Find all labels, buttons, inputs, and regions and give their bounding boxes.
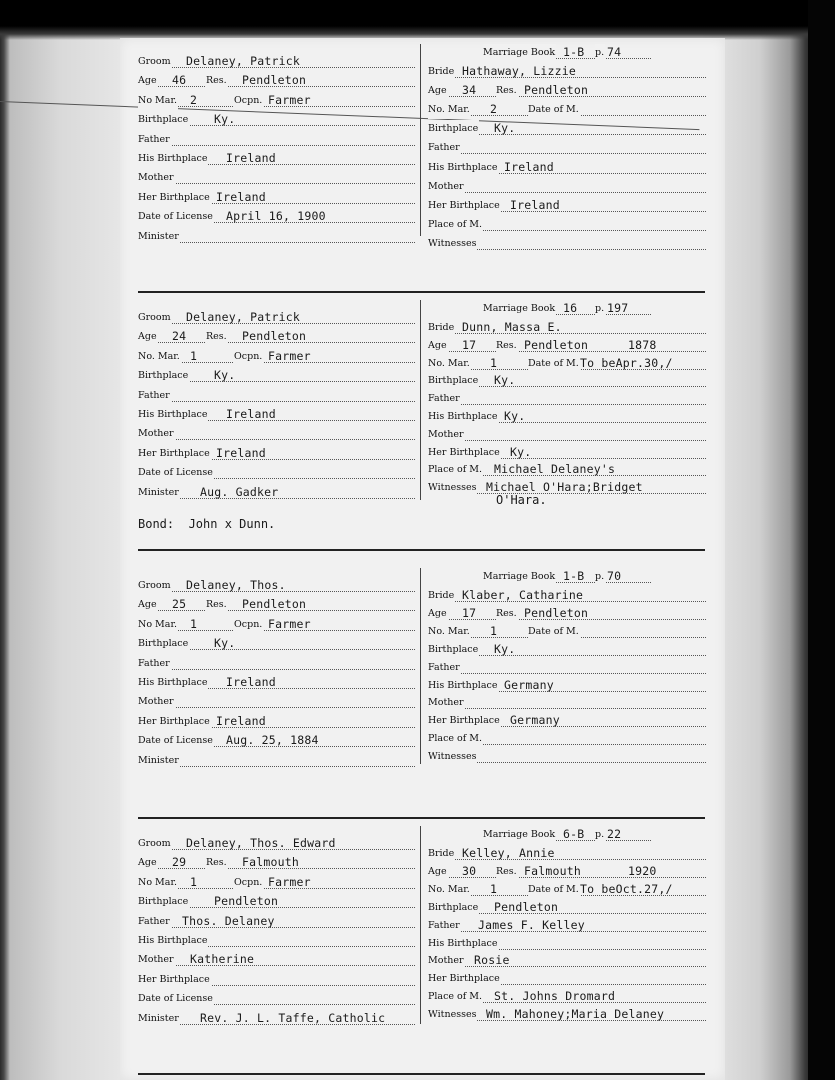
bride-mother [428,694,706,712]
field-label: Ocpn. [234,616,263,634]
groom-her-birthplace [138,971,415,989]
field-label: No. Mar. [428,101,471,119]
field-value: Ireland [216,713,266,728]
field-value: 46 [172,73,187,88]
groom-ocpn: Farmer [268,874,311,889]
groom-minister [138,484,415,502]
field-value: Aug. 25, 1884 [226,733,319,748]
groom-no-mar [138,874,415,892]
field-label: Res. [206,854,228,872]
field-label: Her Birthplace [138,189,211,207]
groom-mother [138,693,415,711]
section-divider [138,291,705,293]
field-label: His Birthplace [428,408,498,426]
field-label: No. Mar. [428,881,471,899]
scan-top-edge [0,0,835,40]
bride-date-of-m: To beApr.30,/ [580,355,673,370]
bride-res-year: 1920 [628,863,657,878]
groom-res: Pendleton [242,597,307,612]
field-label: Res. [206,72,228,90]
field-label: Date of M. [528,101,580,119]
bride-her-birthplace [428,444,706,462]
field-value: 17 [462,337,477,352]
bride-res: Pendleton [524,83,589,98]
field-label: Marriage Book [483,568,556,586]
field-value: Aug. Gadker [200,484,279,499]
field-label: p. [595,568,605,586]
field-label: Her Birthplace [428,444,501,462]
bride-age [428,82,706,100]
field-label: Father [138,655,171,673]
field-value: 25 [172,597,187,612]
bride-father [428,139,706,157]
groom-his-birthplace [138,674,415,692]
field-label: Father [428,139,461,157]
field-value: Ky. [214,368,236,383]
column-divider [420,568,421,764]
field-label: Mother [138,169,175,187]
field-value: Ireland [226,151,276,165]
field-label: No. Mar. [428,623,471,641]
section-divider [138,817,705,819]
section-divider [138,549,705,551]
bride-res: Pendleton [524,605,589,620]
groom-minister [138,1010,415,1028]
field-label: Father [428,917,461,935]
field-label: Minister [138,228,180,246]
field-label: Place of M. [428,216,483,234]
groom-father [138,387,415,405]
bride-place-of-m [428,461,706,479]
field-label: Res. [496,605,518,623]
groom-minister [138,752,415,770]
field-value: Ireland [510,197,560,212]
field-value: Germany [510,713,560,728]
field-label: Ocpn. [234,874,263,892]
field-value: Dunn, Massa E. [462,320,562,334]
field-value: Pendleton [494,899,559,914]
field-label: No Mar. [138,874,178,892]
field-label: Mother [428,178,465,196]
bride-his-birthplace [428,159,706,177]
field-value: Delaney, Thos. Edward [186,836,336,850]
field-label: Age [138,854,158,872]
field-label: Father [138,131,171,149]
field-label: Mother [428,952,465,970]
field-label: Mother [428,426,465,444]
dotted-line [428,153,706,154]
field-label: Res. [496,337,518,355]
field-value: Thos. Delaney [182,913,275,928]
field-label: Birthplace [428,120,479,138]
field-label: Res. [496,82,518,100]
groom-father [138,131,415,149]
dotted-line [138,965,415,966]
bride-age [428,337,706,355]
marriage-book-number: 16 [563,301,578,315]
field-label: Groom [138,835,172,853]
bride-her-birthplace [428,712,706,730]
field-label: His Birthplace [428,677,498,695]
field-label: Age [428,337,448,355]
bride-mother [428,952,706,970]
field-label: Bride [428,587,455,605]
bride-witnesses [428,479,706,497]
field-label: Marriage Book [483,826,556,844]
field-value: 30 [462,863,477,878]
bride-age [428,605,706,623]
field-value: 1 [490,623,498,638]
field-label: Her Birthplace [428,712,501,730]
marriage-book-ref [483,826,651,844]
marriage-book-number: 1-B [563,569,585,583]
field-label: Her Birthplace [428,197,501,215]
bride-his-birthplace [428,935,706,953]
field-label: Place of M. [428,730,483,748]
field-label: Date of License [138,208,214,226]
field-value: Ky. [214,112,236,127]
field-label: Marriage Book [483,44,556,62]
field-label: No. Mar. [138,348,181,366]
dotted-line [428,440,706,441]
groom-birthplace [138,367,415,385]
dotted-line [138,707,415,708]
field-value: 1 [190,348,198,363]
groom-age [138,596,415,614]
dotted-line [138,401,415,402]
marriage-book-ref [483,568,651,586]
field-label: Father [428,390,461,408]
field-value: Delaney, Patrick [186,310,300,324]
bride-name [428,63,706,81]
field-label: Bride [428,63,455,81]
bride-his-birthplace [428,677,706,695]
groom-name [138,835,415,853]
field-label: Groom [138,309,172,327]
bride-res: Pendleton [524,337,589,352]
bride-father [428,917,706,935]
field-label: Father [138,913,171,931]
field-label: Birthplace [138,893,189,911]
field-value: Ky. [494,121,516,136]
field-label: Age [428,863,448,881]
field-label: Her Birthplace [428,970,501,988]
field-value: Rev. J. L. Taffe, Catholic [200,1010,386,1025]
field-label: Birthplace [428,372,479,390]
bride-birthplace [428,372,706,390]
field-label: Marriage Book [483,300,556,318]
section-divider [138,1073,705,1075]
dotted-line [428,404,706,405]
field-value: 1 [190,874,198,889]
groom-ocpn: Farmer [268,616,311,631]
groom-date-of-license [138,732,415,750]
dotted-line [138,145,415,146]
field-value: 1 [490,881,498,896]
field-value: Kelley, Annie [462,846,555,860]
field-label: Res. [206,596,228,614]
groom-his-birthplace [138,150,415,168]
field-value: Ireland [226,675,276,689]
field-label: Mother [428,694,465,712]
groom-res: Falmouth [242,855,299,870]
field-label: Witnesses [428,479,477,497]
dotted-line [138,183,415,184]
groom-no-mar [138,616,415,634]
field-value: Hathaway, Lizzie [462,64,576,78]
field-value: 24 [172,329,187,344]
field-label: Mother [138,951,175,969]
groom-birthplace [138,635,415,653]
field-label: No Mar. [138,616,178,634]
groom-date-of-license [138,990,415,1008]
bride-father [428,390,706,408]
field-value: St. Johns Dromard [494,989,616,1004]
field-label: Minister [138,752,180,770]
groom-her-birthplace [138,713,415,731]
groom-birthplace [138,111,415,129]
field-label: His Birthplace [138,932,208,950]
field-label: Birthplace [138,367,189,385]
field-label: Ocpn. [234,348,263,366]
field-value: Michael O'Hara;Bridget [486,480,643,495]
field-label: Witnesses [428,235,477,253]
field-value: Germany [504,677,554,692]
field-label: p. [595,300,605,318]
groom-no-mar [138,348,415,366]
column-divider [420,826,421,1024]
field-label: His Birthplace [138,150,208,168]
field-label: Place of M. [428,988,483,1006]
field-label: Witnesses [428,748,477,766]
bride-witnesses [428,1006,706,1024]
field-value: Ireland [216,445,266,460]
field-label: p. [595,44,605,62]
field-label: His Birthplace [138,674,208,692]
bride-name [428,319,706,337]
field-label: Mother [138,693,175,711]
bride-her-birthplace [428,197,706,215]
marriage-book-number: 6-B [563,827,585,841]
dotted-line [428,708,706,709]
bride-no-mar [428,623,706,641]
field-label: Birthplace [138,111,189,129]
marriage-book-page: 197 [607,301,629,315]
field-value: Rosie [474,953,510,968]
marriage-book-page: 22 [607,827,622,841]
dotted-line [428,192,706,193]
field-value: 2 [190,92,198,107]
field-label: Mother [138,425,175,443]
bride-no-mar [428,101,706,119]
marriage-book-page: 70 [607,569,622,583]
field-value: Ireland [226,407,276,421]
field-label: Date of License [138,990,214,1008]
dotted-line [428,673,706,674]
column-divider [420,44,421,236]
field-label: Groom [138,577,172,595]
field-label: Her Birthplace [138,713,211,731]
field-value: 1 [490,355,498,370]
field-label: His Birthplace [428,159,498,177]
field-label: Age [428,605,448,623]
groom-mother [138,951,415,969]
field-value: 29 [172,855,187,870]
field-value: Katherine [190,952,255,967]
bride-date-of-m: To beOct.27,/ [580,881,673,896]
field-label: Res. [496,863,518,881]
groom-her-birthplace [138,445,415,463]
field-label: Bride [428,319,455,337]
field-label: His Birthplace [138,406,208,424]
field-value: April 16, 1900 [226,209,326,224]
field-value: James F. Kelley [478,917,585,932]
groom-father [138,655,415,673]
field-value: Ky. [510,444,532,459]
field-value: Pendleton [214,894,279,909]
groom-ocpn: Farmer [268,348,311,363]
field-label: Date of M. [528,881,580,899]
groom-minister [138,228,415,246]
field-label: Date of M. [528,623,580,641]
field-label: Her Birthplace [138,971,211,989]
field-label: Age [138,72,158,90]
field-value: Klaber, Catharine [462,588,584,602]
field-label: Minister [138,484,180,502]
column-divider [420,300,421,500]
field-label: No Mar. [138,92,178,110]
groom-mother [138,425,415,443]
bride-her-birthplace [428,970,706,988]
groom-date-of-license [138,208,415,226]
field-value: Delaney, Thos. [186,578,286,592]
bride-name [428,587,706,605]
field-value: Ireland [216,189,266,204]
field-label: Birthplace [138,635,189,653]
bride-mother [428,178,706,196]
field-label: His Birthplace [428,935,498,953]
groom-res: Pendleton [242,73,307,88]
bride-age [428,863,706,881]
field-label: Ocpn. [234,92,263,110]
bride-birthplace [428,641,706,659]
bride-witnesses [428,748,706,766]
marriage-book-ref [483,44,651,62]
bond-note: Bond: John x Dunn. [138,517,276,531]
groom-age [138,854,415,872]
bride-no-mar [428,355,706,373]
field-label: p. [595,826,605,844]
witnesses-continued: O'Hara. [496,493,547,507]
groom-age [138,328,415,346]
marriage-book-ref [483,300,651,318]
bride-witnesses [428,235,706,253]
field-value: Ky. [494,373,516,388]
field-value: Wm. Mahoney;Maria Delaney [486,1007,665,1022]
field-label: Father [138,387,171,405]
bride-place-of-m [428,216,706,234]
field-value: Ireland [504,159,554,174]
groom-name [138,309,415,327]
bride-his-birthplace [428,408,706,426]
field-label: Date of License [138,732,214,750]
bride-name [428,845,706,863]
field-label: Age [138,328,158,346]
bride-no-mar [428,881,706,899]
field-label: No. Mar. [428,355,471,373]
bride-father [428,659,706,677]
groom-mother [138,169,415,187]
field-value: 1 [190,616,198,631]
field-label: Minister [138,1010,180,1028]
field-label: Her Birthplace [138,445,211,463]
groom-date-of-license [138,464,415,482]
dotted-line [138,439,415,440]
field-label: Place of M. [428,461,483,479]
bride-birthplace [428,899,706,917]
field-label: Age [428,82,448,100]
groom-name [138,577,415,595]
field-value: Ky. [504,409,526,423]
bride-birthplace [428,120,706,138]
groom-birthplace [138,893,415,911]
groom-his-birthplace [138,406,415,424]
field-label: Birthplace [428,899,479,917]
field-label: Age [138,596,158,614]
field-value: Delaney, Patrick [186,54,300,68]
field-value: Ky. [214,636,236,651]
field-label: Date of M. [528,355,580,373]
groom-name [138,53,415,71]
field-value: 2 [490,102,498,117]
field-label: Date of License [138,464,214,482]
groom-res: Pendleton [242,329,307,344]
field-label: Res. [206,328,228,346]
bride-res-year: 1878 [628,337,657,352]
dotted-line [138,927,415,928]
groom-his-birthplace [138,932,415,950]
groom-no-mar [138,92,415,110]
field-label: Bride [428,845,455,863]
bride-mother [428,426,706,444]
groom-age [138,72,415,90]
groom-her-birthplace [138,189,415,207]
field-value: 17 [462,605,477,620]
field-label: Birthplace [428,641,479,659]
scan-right-edge [808,0,835,1080]
dotted-line [428,966,706,967]
groom-father [138,913,415,931]
bride-place-of-m [428,730,706,748]
field-value: 34 [462,83,477,98]
field-label: Groom [138,53,172,71]
bride-place-of-m [428,988,706,1006]
bride-res: Falmouth [524,863,581,878]
dotted-line [138,669,415,670]
field-value: Michael Delaney's [494,462,616,477]
marriage-book-page: 74 [607,45,622,59]
field-label: Father [428,659,461,677]
groom-ocpn: Farmer [268,92,311,107]
field-label: Witnesses [428,1006,477,1024]
marriage-book-number: 1-B [563,45,585,59]
field-value: Ky. [494,641,516,656]
